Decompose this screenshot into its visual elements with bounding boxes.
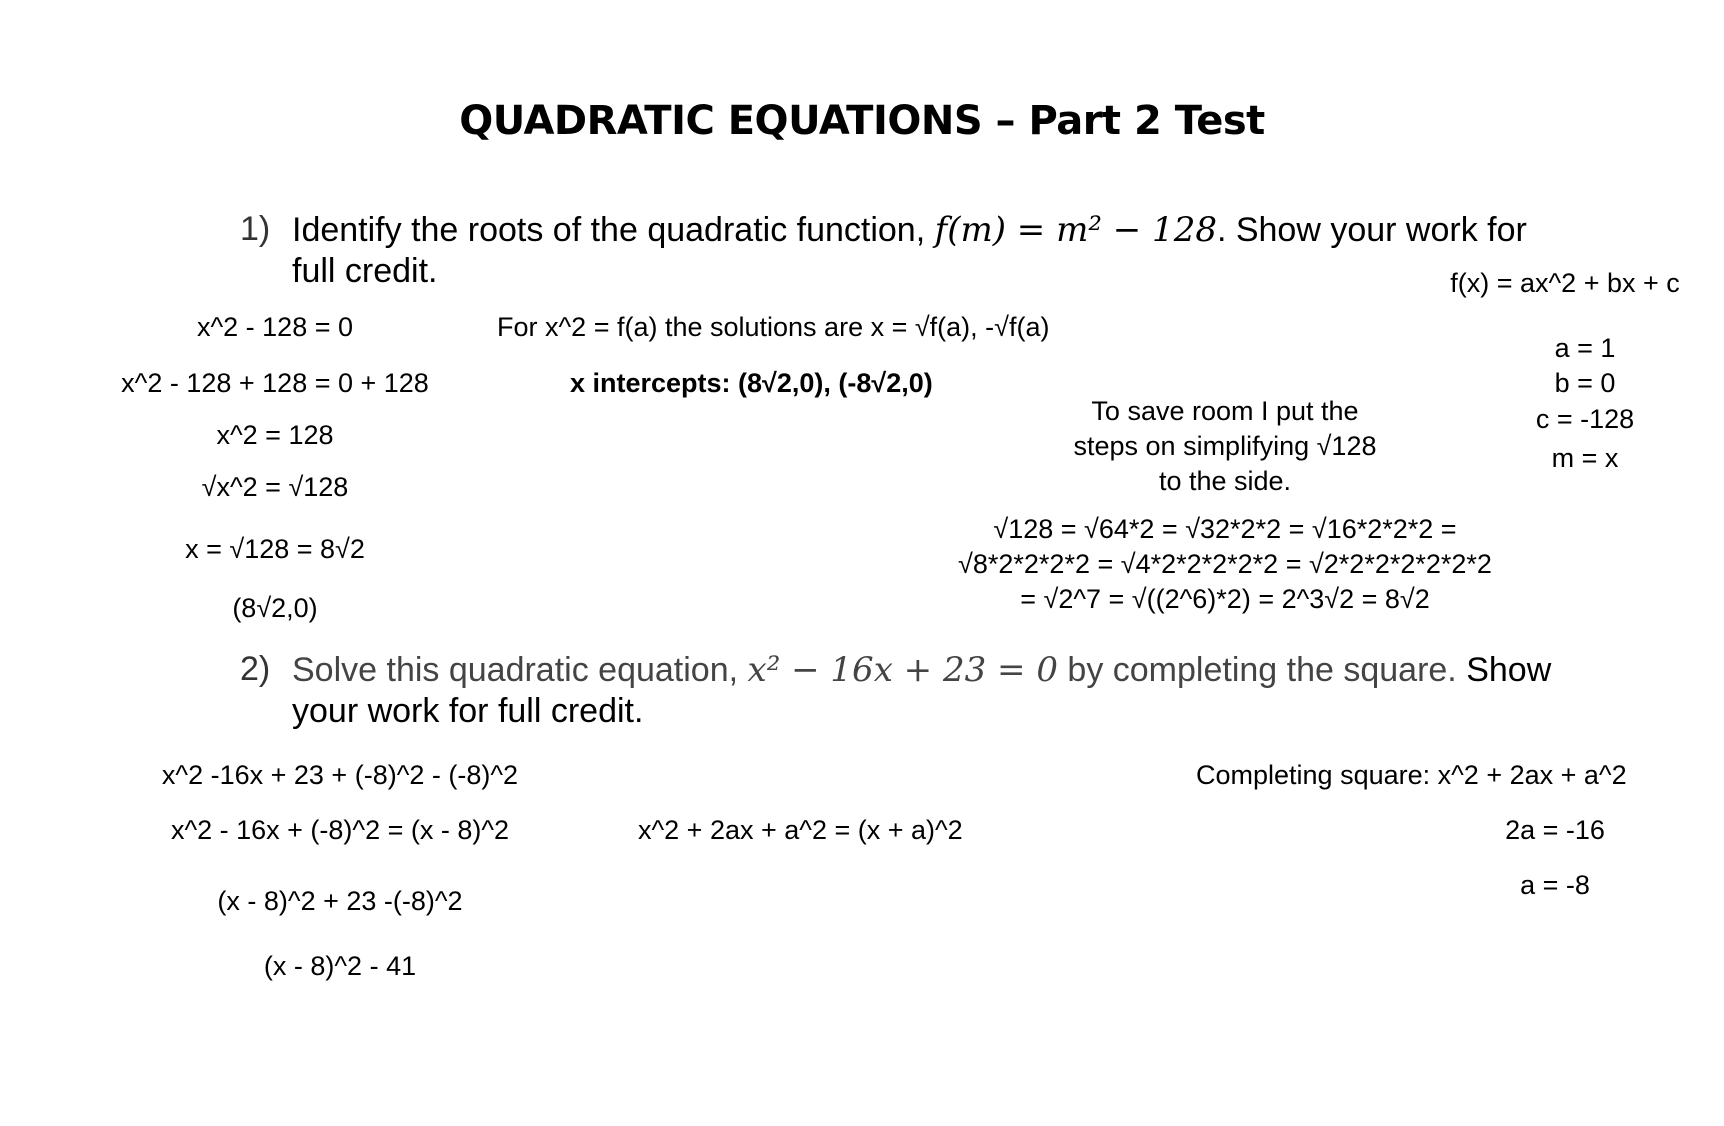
- q1-intercepts: x intercepts: (8√2,0), (-8√2,0): [570, 368, 933, 398]
- q1-text-after: . Show your work for: [1216, 211, 1527, 249]
- q1-step-1: x^2 - 128 = 0: [196, 312, 353, 342]
- q1-rule: For x^2 = f(a) the solutions are x = √f(a), -√f(a): [497, 312, 1050, 342]
- q2-identity: x^2 + 2ax + a^2 = (x + a)^2: [638, 815, 963, 845]
- q1-prompt: [292, 210, 1527, 250]
- q1-formula: f(m) = m² − 128: [934, 210, 1217, 250]
- side-note-line-1: To save room I put the: [1091, 396, 1359, 426]
- q1-step-5: x = √128 = 8√2: [185, 534, 365, 564]
- coef-a: a = 1: [1554, 333, 1616, 363]
- q1-step-4: √x^2 = √128: [201, 472, 349, 502]
- q1-step-2: x^2 - 128 + 128 = 0 + 128: [121, 368, 429, 398]
- q1-step-6: (8√2,0): [232, 593, 318, 623]
- var-substitution: m = x: [1551, 443, 1619, 473]
- page-title: QUADRATIC EQUATIONS – Part 2 Test: [459, 98, 1265, 144]
- q2-text-middle: by completing the square.: [1057, 651, 1467, 689]
- simplify-line-3: = √2^7 = √((2^6)*2) = 2^3√2 = 8√2: [1020, 584, 1430, 614]
- q2-text-before: Solve this quadratic equation,: [292, 651, 748, 689]
- a-value: a = -8: [1520, 870, 1590, 900]
- side-note-line-2: steps on simplifying √128: [1073, 431, 1377, 461]
- q2-step-2: x^2 - 16x + (-8)^2 = (x - 8)^2: [170, 815, 510, 845]
- simplify-line-1: √128 = √64*2 = √32*2*2 = √16*2*2*2 =: [993, 514, 1457, 544]
- two-a-value: 2a = -16: [1505, 815, 1605, 845]
- general-form: f(x) = ax^2 + bx + c: [1450, 268, 1680, 298]
- coef-b: b = 0: [1554, 368, 1616, 398]
- q2-prompt-line2: your work for full credit.: [292, 692, 644, 730]
- coef-c: c = -128: [1535, 404, 1635, 434]
- q1-prompt-line2: full credit.: [292, 252, 438, 290]
- q2-number: 2): [240, 650, 271, 688]
- q2-step-1: x^2 -16x + 23 + (-8)^2 - (-8)^2: [161, 760, 519, 790]
- q2-text-after: Show: [1466, 651, 1552, 689]
- q1-text-before: Identify the roots of the quadratic function,: [292, 211, 935, 249]
- q2-step-3: (x - 8)^2 + 23 -(-8)^2: [217, 886, 463, 916]
- side-note-line-3: to the side.: [1158, 466, 1292, 496]
- completing-square-form: Completing square: x^2 + 2ax + a^2: [1196, 760, 1627, 790]
- q2-step-4: (x - 8)^2 - 41: [263, 951, 417, 981]
- q1-simplification: [880, 512, 1570, 617]
- q2-formula: x² − 16x + 23 = 0: [747, 650, 1058, 690]
- q2-prompt: [292, 650, 1551, 690]
- q1-side-note: [1000, 394, 1450, 499]
- simplify-line-2: √8*2*2*2*2 = √4*2*2*2*2*2 = √2*2*2*2*2*2*2: [958, 549, 1492, 579]
- q1-number: 1): [240, 210, 271, 248]
- q1-step-3: x^2 = 128: [216, 420, 334, 450]
